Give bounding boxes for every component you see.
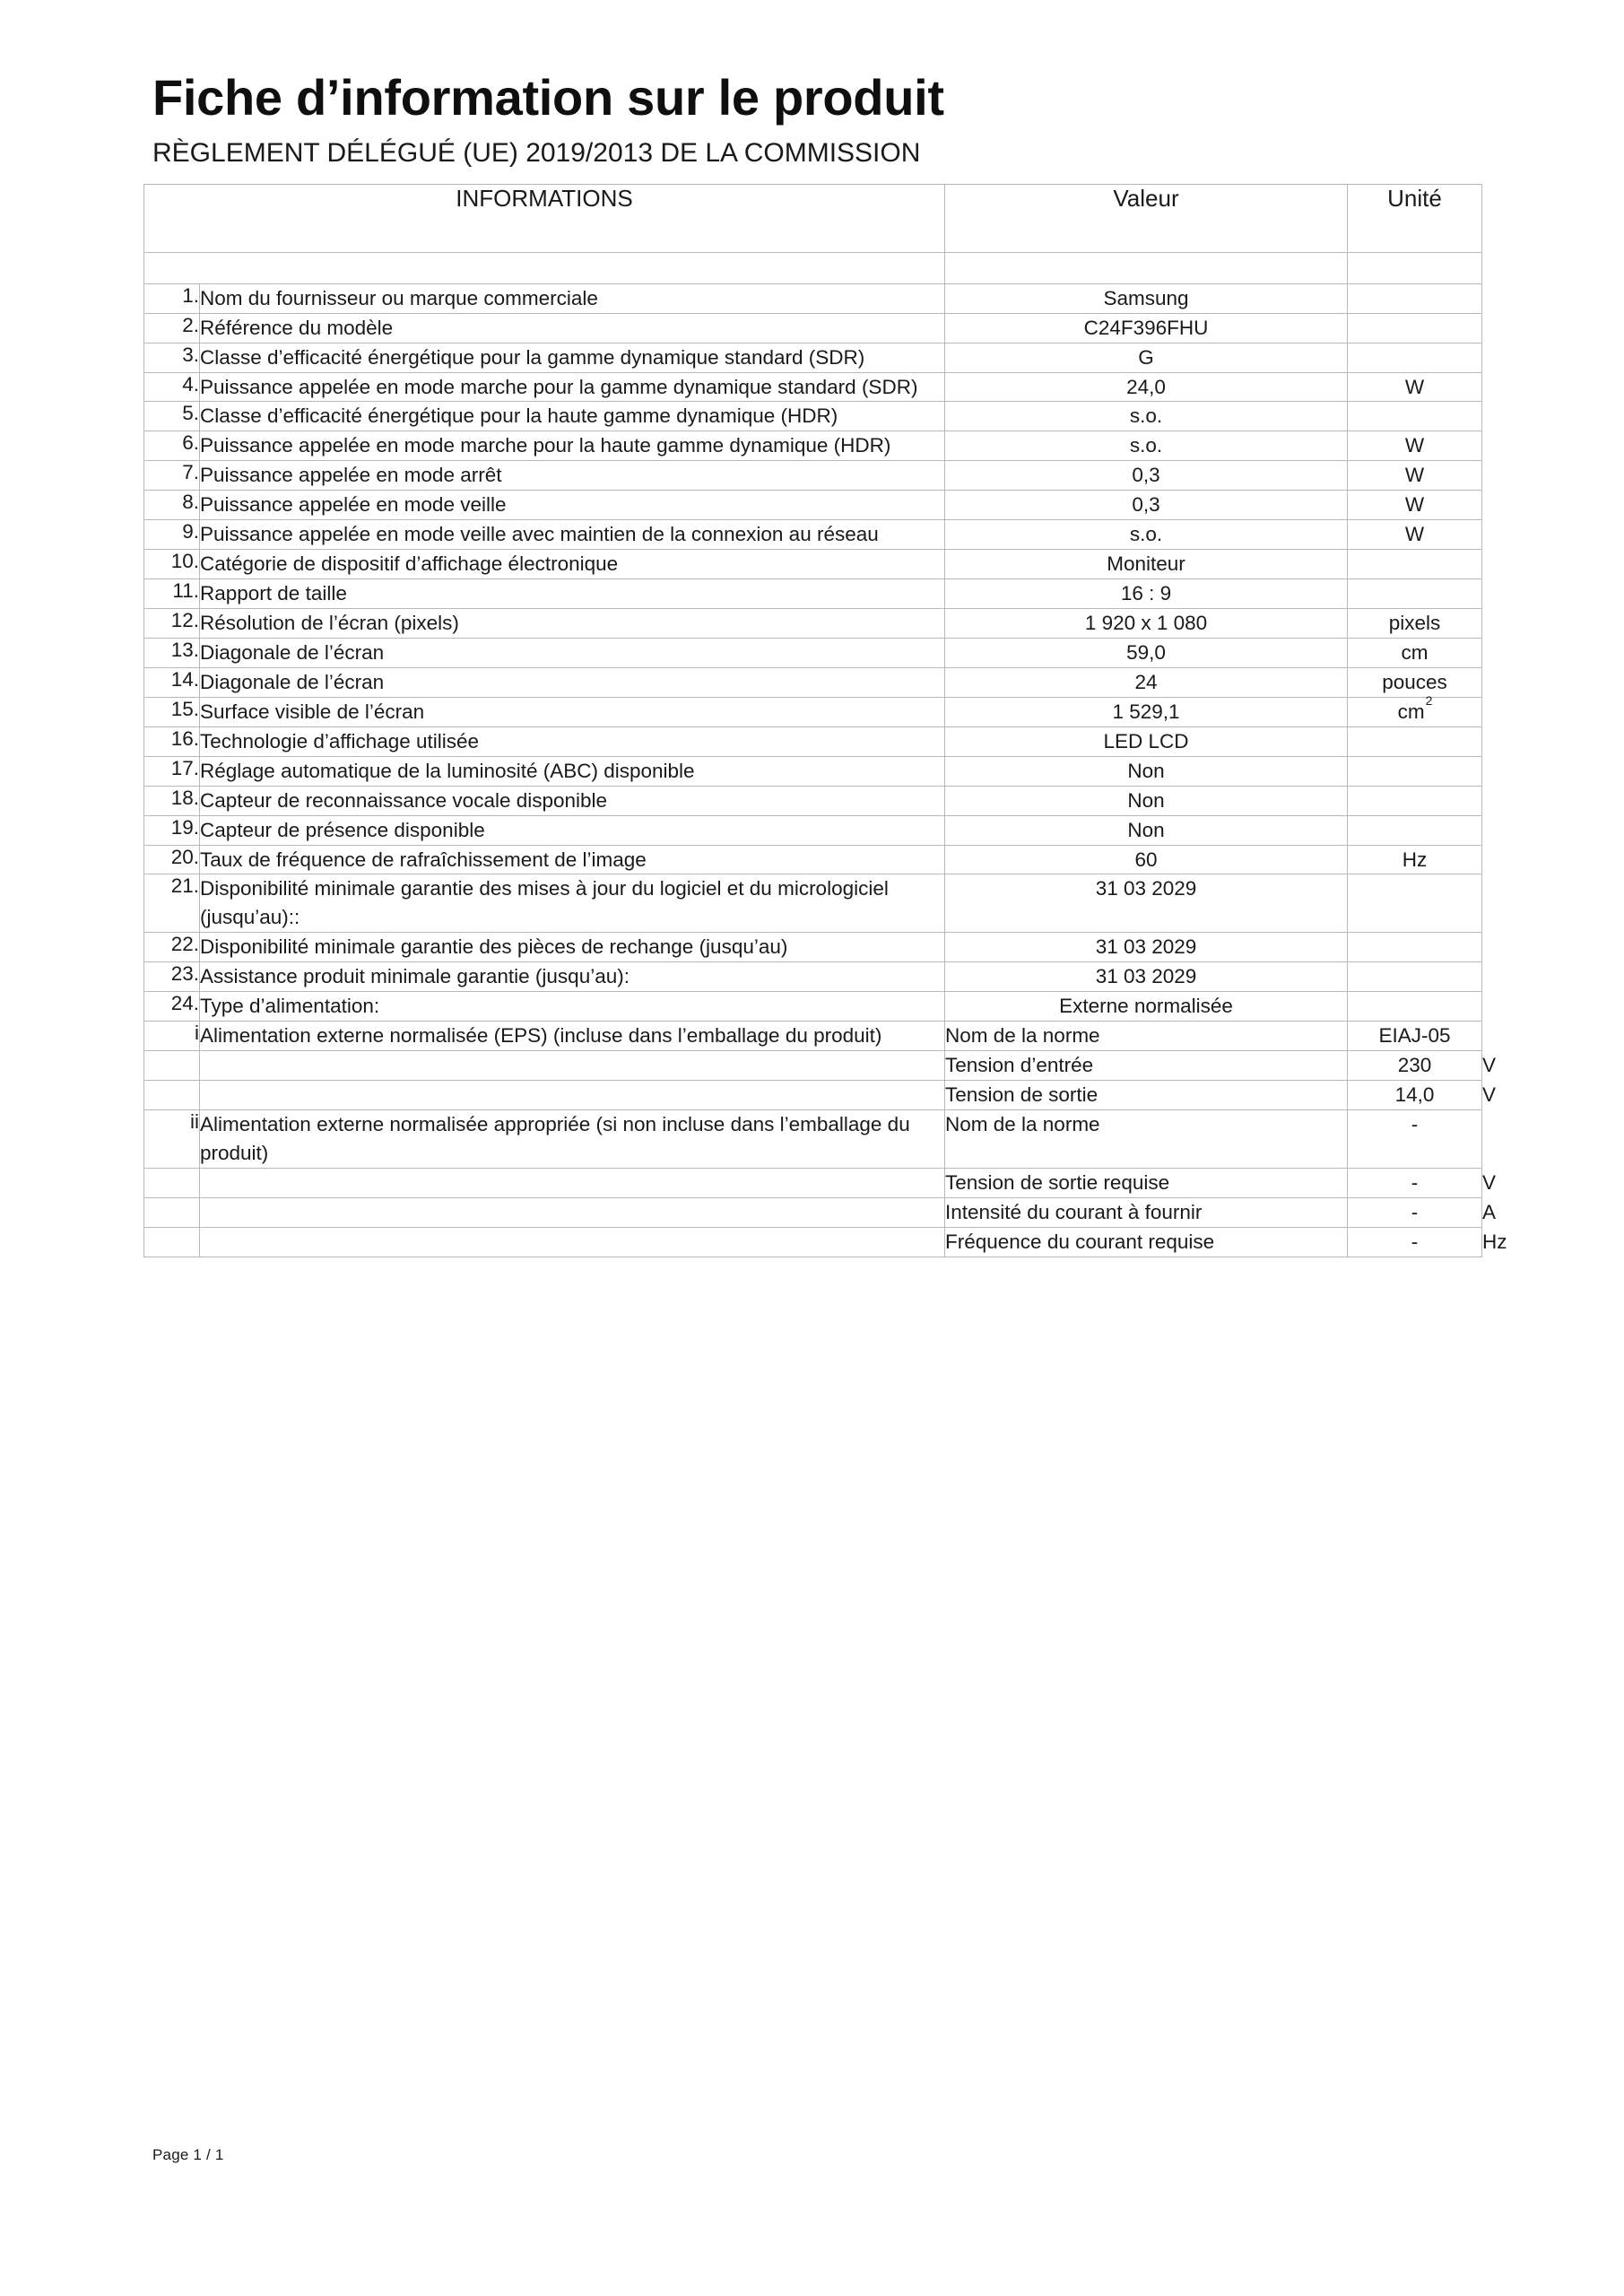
row-value: 31 03 2029 [945,962,1348,992]
row-value: s.o. [945,431,1348,461]
row-number: 23. [144,962,200,992]
subrow-label [200,1197,945,1227]
subrow-value: 14,0 [1348,1081,1482,1110]
table-row [144,933,1482,962]
subrow-label: Alimentation externe normalisée (EPS) (incluse dans l’emballage du produit) [200,1022,945,1051]
row-label: Disponibilité minimale garantie des pièces de rechange (jusqu’au) [200,933,945,962]
row-unit [1348,283,1482,313]
row-unit: cm [1348,638,1482,667]
table-row [144,756,1482,786]
table-body [144,252,1507,1257]
row-unit [1348,786,1482,815]
row-number: 22. [144,933,200,962]
product-information-table [143,184,1507,1257]
subrow-value: - [1348,1227,1482,1257]
subrow-value: 230 [1348,1051,1482,1081]
row-value: Non [945,815,1348,845]
subrow-value: - [1348,1109,1482,1168]
row-label: Puissance appelée en mode marche pour la haute gamme dynamique (HDR) [200,431,945,461]
row-value: Moniteur [945,550,1348,579]
table-row [144,815,1482,845]
subrow-field: Nom de la norme [945,1022,1348,1051]
row-unit [1348,726,1482,756]
row-unit [1348,874,1482,933]
row-value: 24,0 [945,372,1348,402]
row-number: 3. [144,343,200,372]
row-number: 20. [144,845,200,874]
subrow-roman-numeral [144,1081,200,1110]
row-number: 11. [144,579,200,609]
row-value: 59,0 [945,638,1348,667]
row-unit: W [1348,461,1482,491]
row-unit: W [1348,520,1482,550]
subrow-label [200,1051,945,1081]
row-value: C24F396FHU [945,313,1348,343]
row-value: 0,3 [945,461,1348,491]
subrow-roman-numeral: ii [144,1109,200,1168]
column-header-valeur: Valeur [945,184,1348,252]
table-row [144,697,1482,726]
row-unit [1348,992,1482,1022]
table-row [144,461,1482,491]
unit-exponent: 2 [1425,693,1433,709]
subrow-field: Tension de sortie [945,1081,1348,1110]
row-number: 4. [144,372,200,402]
row-unit: W [1348,491,1482,520]
row-unit [1348,962,1482,992]
subrow-value: EIAJ-05 [1348,1022,1482,1051]
row-label: Puissance appelée en mode marche pour la gamme dynamique standard (SDR) [200,372,945,402]
subrow-roman-numeral [144,1227,200,1257]
row-number: 5. [144,402,200,431]
row-unit: pouces [1348,667,1482,697]
table-row [144,343,1482,372]
row-number: 19. [144,815,200,845]
subrow-roman-numeral [144,1051,200,1081]
row-number: 16. [144,726,200,756]
row-label: Type d’alimentation: [200,992,945,1022]
table-row [144,726,1482,756]
row-label: Disponibilité minimale garantie des mises à jour du logiciel et du micrologiciel (jusqu’au):: [200,874,945,933]
row-value: 24 [945,667,1348,697]
row-number: 12. [144,609,200,639]
page-title: Fiche d’information sur le produit [152,69,944,126]
table-row [144,638,1482,667]
row-number: 8. [144,491,200,520]
table-row [144,609,1482,639]
row-value: 1 529,1 [945,697,1348,726]
row-unit: W [1348,372,1482,402]
row-value: 60 [945,845,1348,874]
subrow-roman-numeral [144,1168,200,1197]
table-row [144,402,1482,431]
row-label: Réglage automatique de la luminosité (ABC) disponible [200,756,945,786]
table-row [144,431,1482,461]
subrow-value: - [1348,1168,1482,1197]
row-unit [1348,756,1482,786]
row-number: 1. [144,283,200,313]
row-number: 18. [144,786,200,815]
table-row [144,667,1482,697]
table-row [144,520,1482,550]
table-subrow [144,1109,1482,1168]
row-unit [1348,579,1482,609]
row-unit [1348,933,1482,962]
row-value: 16 : 9 [945,579,1348,609]
subrow-field: Fréquence du courant requise [945,1227,1348,1257]
table-subrow: Tension de sortie requise - V [144,1168,1482,1197]
table-subrow: Tension de sortie 14,0 V [144,1081,1482,1110]
row-label: Puissance appelée en mode veille [200,491,945,520]
row-value: Externe normalisée [945,992,1348,1022]
row-number: 7. [144,461,200,491]
row-number: 13. [144,638,200,667]
spacer-cell-value [945,252,1348,283]
subrow-field: Tension de sortie requise [945,1168,1348,1197]
row-unit [1348,343,1482,372]
subrow-roman-numeral: i [144,1022,200,1051]
spacer-cell-info [144,252,945,283]
row-number: 2. [144,313,200,343]
table-subrow: Tension d’entrée 230 V [144,1051,1482,1081]
page-footer: Page 1 / 1 [152,2146,224,2163]
row-value: s.o. [945,402,1348,431]
row-number: 15. [144,697,200,726]
table-row [144,550,1482,579]
table-row [144,845,1482,874]
row-value: Non [945,756,1348,786]
row-value: Non [945,786,1348,815]
row-label: Technologie d’affichage utilisée [200,726,945,756]
table-subrow: Fréquence du courant requise - Hz [144,1227,1482,1257]
row-unit: W [1348,431,1482,461]
row-label: Diagonale de l’écran [200,638,945,667]
row-label: Rapport de taille [200,579,945,609]
row-label: Nom du fournisseur ou marque commerciale [200,283,945,313]
table-subrow: Intensité du courant à fournir - A [144,1197,1482,1227]
row-number: 14. [144,667,200,697]
table-row [144,962,1482,992]
subrow-value: - [1348,1197,1482,1227]
subrow-label: Alimentation externe normalisée appropriée (si non incluse dans l’emballage du produit) [200,1109,945,1168]
row-value: 31 03 2029 [945,933,1348,962]
subrow-roman-numeral [144,1197,200,1227]
table-row [144,313,1482,343]
subrow-label [200,1081,945,1110]
subrow-field: Intensité du courant à fournir [945,1197,1348,1227]
row-label: Capteur de reconnaissance vocale disponible [200,786,945,815]
table-row [144,491,1482,520]
row-label: Surface visible de l’écran [200,697,945,726]
row-unit: $cm^2$ [1348,697,1482,726]
row-label: Classe d’efficacité énergétique pour la haute gamme dynamique (HDR) [200,402,945,431]
row-label: Puissance appelée en mode veille avec maintien de la connexion au réseau [200,520,945,550]
row-value: 1 920 x 1 080 [945,609,1348,639]
spacer-cell-unit [1348,252,1482,283]
table-row [144,874,1482,933]
row-number: 10. [144,550,200,579]
row-unit [1348,402,1482,431]
regulation-subtitle: RÈGLEMENT DÉLÉGUÉ (UE) 2019/2013 DE LA COMMISSION [152,137,921,168]
row-unit [1348,313,1482,343]
subrow-label [200,1227,945,1257]
row-label: Capteur de présence disponible [200,815,945,845]
row-unit [1348,815,1482,845]
row-unit [1348,550,1482,579]
subrow-label [200,1168,945,1197]
table-row [144,372,1482,402]
row-label: Taux de fréquence de rafraîchissement de l’image [200,845,945,874]
document-content [143,69,1507,1257]
table-row [144,283,1482,313]
row-unit: pixels [1348,609,1482,639]
table-row [144,786,1482,815]
row-label: Référence du modèle [200,313,945,343]
row-label: Assistance produit minimale garantie (jusqu’au): [200,962,945,992]
table-spacer-row [144,252,1482,283]
column-header-informations: INFORMATIONS [144,184,945,252]
row-number: 17. [144,756,200,786]
row-value: Samsung [945,283,1348,313]
table-row [144,579,1482,609]
row-number: 21. [144,874,200,933]
subrow-field: Nom de la norme [945,1109,1348,1168]
table-header [144,184,1482,252]
row-unit: Hz [1348,845,1482,874]
row-value: s.o. [945,520,1348,550]
table-row [144,992,1482,1022]
table-header-row [144,184,1482,252]
row-value: 0,3 [945,491,1348,520]
subrow-field: Tension d’entrée [945,1051,1348,1081]
column-header-unite: Unité [1348,184,1482,252]
row-number: 9. [144,520,200,550]
row-value: 31 03 2029 [945,874,1348,933]
table-subrow [144,1022,1482,1051]
row-number: 24. [144,992,200,1022]
row-label: Puissance appelée en mode arrêt [200,461,945,491]
row-label: Catégorie de dispositif d’affichage électronique [200,550,945,579]
row-value: LED LCD [945,726,1348,756]
row-label: Résolution de l’écran (pixels) [200,609,945,639]
row-label: Diagonale de l’écran [200,667,945,697]
row-label: Classe d’efficacité énergétique pour la gamme dynamique standard (SDR) [200,343,945,372]
row-value: G [945,343,1348,372]
row-number: 6. [144,431,200,461]
